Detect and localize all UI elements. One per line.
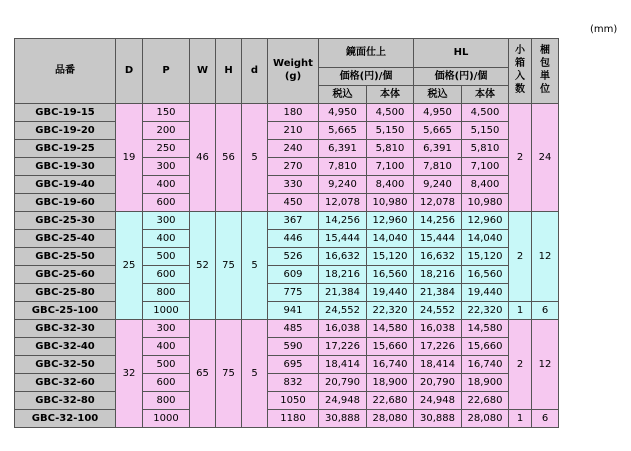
hl-price-tax-in: 12,078 [414,194,462,212]
product-code: GBC-19-30 [15,158,116,176]
header-hl-tax-in: 税込 [414,86,462,104]
hl-price-base: 28,080 [462,410,509,428]
table-row [15,338,559,356]
dim-w: 65 [190,320,216,428]
table-row [15,392,559,410]
hl-price-base: 10,980 [462,194,509,212]
weight-value: 1050 [268,392,319,410]
table-row [15,248,559,266]
product-code: GBC-32-60 [15,374,116,392]
box-qty: 2 [509,320,532,410]
product-code: GBC-25-30 [15,212,116,230]
dim-p: 600 [143,266,190,284]
dim-p: 300 [143,320,190,338]
weight-value: 330 [268,176,319,194]
mirror-price-base: 14,580 [367,320,414,338]
dim-d-upper: 19 [116,104,143,212]
hl-price-base: 18,900 [462,374,509,392]
table-row [15,122,559,140]
mirror-price-tax-in: 14,256 [319,212,367,230]
product-code: GBC-19-15 [15,104,116,122]
hl-price-tax-in: 5,665 [414,122,462,140]
mirror-price-tax-in: 18,216 [319,266,367,284]
mirror-price-base: 28,080 [367,410,414,428]
table-row [15,176,559,194]
weight-value: 450 [268,194,319,212]
mirror-price-tax-in: 5,665 [319,122,367,140]
pack-unit: 12 [532,320,559,410]
header-mirror-base: 本体 [367,86,414,104]
dim-h: 75 [216,212,242,320]
dim-w: 52 [190,212,216,320]
dim-p: 600 [143,194,190,212]
weight-value: 526 [268,248,319,266]
header-weight: Weight (g) [268,39,319,104]
header-hl-base: 本体 [462,86,509,104]
hl-price-base: 14,580 [462,320,509,338]
hl-price-tax-in: 17,226 [414,338,462,356]
product-code: GBC-19-60 [15,194,116,212]
hl-price-base: 4,500 [462,104,509,122]
header-hl-price-unit: 価格(円)/個 [414,68,509,86]
pack-unit: 24 [532,104,559,212]
mirror-price-tax-in: 30,888 [319,410,367,428]
table-row [15,410,559,428]
hl-price-tax-in: 20,790 [414,374,462,392]
pack-unit: 6 [532,410,559,428]
product-code: GBC-25-60 [15,266,116,284]
mirror-price-base: 5,810 [367,140,414,158]
table-row [15,212,559,230]
weight-value: 775 [268,284,319,302]
product-code: GBC-25-80 [15,284,116,302]
weight-value: 180 [268,104,319,122]
weight-value: 695 [268,356,319,374]
box-qty: 1 [509,302,532,320]
product-code: GBC-32-80 [15,392,116,410]
mirror-price-tax-in: 24,552 [319,302,367,320]
dim-d-upper: 25 [116,212,143,320]
table-row [15,140,559,158]
dim-p: 300 [143,212,190,230]
hl-price-tax-in: 16,632 [414,248,462,266]
mirror-price-tax-in: 15,444 [319,230,367,248]
hl-price-tax-in: 24,552 [414,302,462,320]
mirror-price-base: 10,980 [367,194,414,212]
product-code: GBC-25-50 [15,248,116,266]
mirror-price-base: 22,320 [367,302,414,320]
hl-price-base: 14,040 [462,230,509,248]
dim-p: 800 [143,392,190,410]
hl-price-base: 22,320 [462,302,509,320]
dim-p: 1000 [143,410,190,428]
mirror-price-base: 8,400 [367,176,414,194]
hl-price-base: 16,560 [462,266,509,284]
weight-value: 485 [268,320,319,338]
dim-p: 200 [143,122,190,140]
header-mirror-finish: 鏡面仕上 [319,39,414,68]
product-code: GBC-19-40 [15,176,116,194]
mirror-price-tax-in: 12,078 [319,194,367,212]
mirror-price-tax-in: 9,240 [319,176,367,194]
mirror-price-base: 16,740 [367,356,414,374]
hl-price-tax-in: 24,948 [414,392,462,410]
hl-price-tax-in: 7,810 [414,158,462,176]
weight-value: 590 [268,338,319,356]
dim-d-lower: 5 [242,212,268,320]
mirror-price-base: 19,440 [367,284,414,302]
hl-price-base: 8,400 [462,176,509,194]
hl-price-tax-in: 4,950 [414,104,462,122]
dim-p: 300 [143,158,190,176]
pack-unit: 12 [532,212,559,302]
dim-p: 600 [143,374,190,392]
hl-price-tax-in: 21,384 [414,284,462,302]
dim-h: 56 [216,104,242,212]
table-row [15,302,559,320]
weight-value: 1180 [268,410,319,428]
hl-price-base: 15,660 [462,338,509,356]
mirror-price-base: 15,660 [367,338,414,356]
mirror-price-base: 18,900 [367,374,414,392]
hl-price-base: 19,440 [462,284,509,302]
weight-value: 609 [268,266,319,284]
box-qty: 2 [509,104,532,212]
dim-p: 500 [143,356,190,374]
dim-p: 400 [143,338,190,356]
hl-price-base: 7,100 [462,158,509,176]
product-code: GBC-32-40 [15,338,116,356]
hl-price-tax-in: 9,240 [414,176,462,194]
dim-p: 800 [143,284,190,302]
header-w: W [190,39,216,104]
hl-price-base: 16,740 [462,356,509,374]
dim-h: 75 [216,320,242,428]
header-box-qty: 小 箱 入 数 [509,39,532,104]
weight-value: 270 [268,158,319,176]
mirror-price-tax-in: 16,632 [319,248,367,266]
box-qty: 2 [509,212,532,302]
mirror-price-base: 15,120 [367,248,414,266]
table-row [15,266,559,284]
table-row [15,104,559,122]
mirror-price-base: 14,040 [367,230,414,248]
header-h: H [216,39,242,104]
dim-p: 400 [143,176,190,194]
header-mirror-price-unit: 価格(円)/個 [319,68,414,86]
hl-price-tax-in: 14,256 [414,212,462,230]
weight-value: 832 [268,374,319,392]
dim-d-lower: 5 [242,104,268,212]
mirror-price-tax-in: 4,950 [319,104,367,122]
mirror-price-tax-in: 17,226 [319,338,367,356]
dim-p: 400 [143,230,190,248]
header-p: P [143,39,190,104]
box-qty: 1 [509,410,532,428]
table-row [15,320,559,338]
mirror-price-tax-in: 24,948 [319,392,367,410]
hl-price-base: 12,960 [462,212,509,230]
hl-price-base: 5,810 [462,140,509,158]
unit-label: (mm) [590,24,618,35]
hl-price-tax-in: 15,444 [414,230,462,248]
table-row [15,158,559,176]
table-row [15,284,559,302]
mirror-price-tax-in: 20,790 [319,374,367,392]
hl-price-base: 22,680 [462,392,509,410]
weight-value: 240 [268,140,319,158]
product-code: GBC-19-25 [15,140,116,158]
spec-price-table [14,38,559,428]
header-mirror-tax-in: 税込 [319,86,367,104]
hl-price-tax-in: 16,038 [414,320,462,338]
mirror-price-base: 16,560 [367,266,414,284]
header-code: 品番 [15,39,116,104]
product-code: GBC-25-40 [15,230,116,248]
mirror-price-base: 12,960 [367,212,414,230]
dim-w: 46 [190,104,216,212]
weight-value: 446 [268,230,319,248]
mirror-price-base: 22,680 [367,392,414,410]
table-row [15,230,559,248]
mirror-price-tax-in: 6,391 [319,140,367,158]
hl-price-tax-in: 6,391 [414,140,462,158]
mirror-price-base: 5,150 [367,122,414,140]
pack-unit: 6 [532,302,559,320]
hl-price-base: 5,150 [462,122,509,140]
mirror-price-tax-in: 16,038 [319,320,367,338]
product-code: GBC-25-100 [15,302,116,320]
mirror-price-tax-in: 18,414 [319,356,367,374]
mirror-price-base: 4,500 [367,104,414,122]
product-code: GBC-32-30 [15,320,116,338]
header-hl: HL [414,39,509,68]
dim-d-lower: 5 [242,320,268,428]
dim-d-upper: 32 [116,320,143,428]
weight-value: 367 [268,212,319,230]
header-d-upper: D [116,39,143,104]
hl-price-tax-in: 18,216 [414,266,462,284]
hl-price-tax-in: 18,414 [414,356,462,374]
table-row [15,374,559,392]
product-code: GBC-19-20 [15,122,116,140]
header-d-lower: d [242,39,268,104]
dim-p: 500 [143,248,190,266]
dim-p: 250 [143,140,190,158]
mirror-price-base: 7,100 [367,158,414,176]
mirror-price-tax-in: 21,384 [319,284,367,302]
dim-p: 150 [143,104,190,122]
product-code: GBC-32-50 [15,356,116,374]
hl-price-base: 15,120 [462,248,509,266]
table-row [15,356,559,374]
hl-price-tax-in: 30,888 [414,410,462,428]
product-code: GBC-32-100 [15,410,116,428]
header-pack-unit: 梱 包 単 位 [532,39,559,104]
weight-value: 941 [268,302,319,320]
table-row [15,194,559,212]
weight-value: 210 [268,122,319,140]
table-body [15,104,559,428]
mirror-price-tax-in: 7,810 [319,158,367,176]
dim-p: 1000 [143,302,190,320]
